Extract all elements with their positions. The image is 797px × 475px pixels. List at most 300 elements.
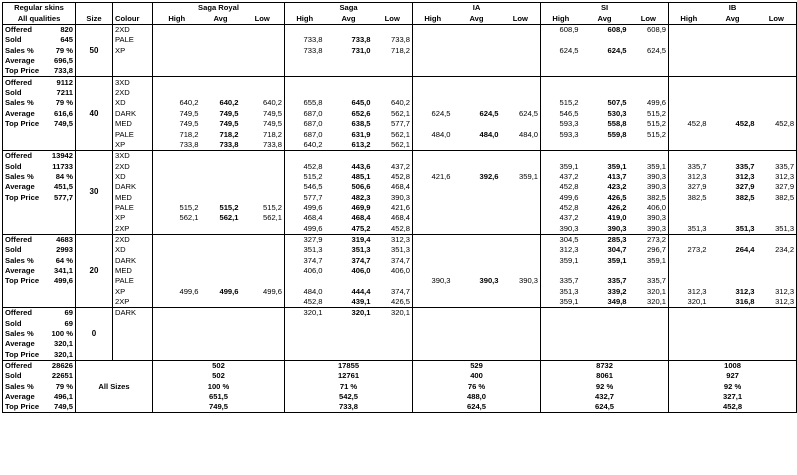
price-cell: 499,6 — [285, 223, 325, 234]
size-20-row — [3, 266, 797, 276]
price-cell — [453, 255, 501, 265]
price-cell: 285,3 — [581, 234, 629, 245]
price-cell — [201, 77, 241, 88]
price-cell — [669, 66, 709, 77]
price-cell — [153, 56, 201, 66]
price-cell — [373, 24, 413, 35]
colour-label — [113, 339, 153, 349]
size-value: 30 — [76, 150, 113, 234]
colour-label: 2XP — [113, 297, 153, 308]
price-cell — [413, 349, 453, 360]
price-cell — [669, 24, 709, 35]
price-cell — [757, 234, 797, 245]
price-cell: 515,2 — [153, 203, 201, 213]
price-cell: 359,1 — [607, 161, 627, 171]
price-cell — [241, 266, 285, 276]
stat-value: 645 — [60, 35, 73, 45]
size-30-row — [3, 161, 797, 171]
price-cell — [325, 329, 373, 339]
price-cell — [241, 349, 285, 360]
price-cell — [413, 98, 453, 108]
price-cell: 562,1 — [219, 213, 239, 223]
price-cell — [373, 56, 413, 66]
price-cell — [629, 88, 669, 98]
price-cell — [373, 349, 413, 360]
price-cell — [669, 77, 709, 88]
price-cell — [541, 56, 581, 66]
size-40-row — [3, 139, 797, 150]
price-cell — [153, 339, 201, 349]
size-30-row — [3, 172, 797, 182]
price-cell — [373, 318, 413, 328]
price-cell: 452,8 — [285, 161, 325, 171]
colour-label: DARK — [113, 108, 153, 118]
price-cell — [413, 56, 453, 66]
price-cell — [581, 266, 629, 276]
total-stat-label: Top Price — [3, 402, 46, 413]
price-cell: 392,6 — [479, 171, 499, 181]
price-cell — [201, 266, 241, 276]
price-cell — [153, 318, 201, 328]
price-cell — [581, 88, 629, 98]
price-cell — [413, 88, 453, 98]
sub-header: High — [541, 13, 581, 24]
price-cell — [453, 329, 501, 339]
price-cell — [241, 318, 285, 328]
price-cell: 374,7 — [391, 255, 411, 265]
price-cell — [501, 339, 541, 349]
price-cell — [709, 88, 757, 98]
price-cell: 304,7 — [607, 245, 627, 255]
stat-empty — [46, 129, 76, 139]
price-cell: 733,8 — [241, 139, 285, 150]
price-cell — [453, 266, 501, 276]
price-cell — [709, 139, 757, 150]
price-cell: 413,7 — [607, 171, 627, 181]
price-cell: 733,8 — [391, 35, 411, 45]
price-cell — [581, 349, 629, 360]
price-cell — [413, 161, 453, 171]
size-50-row — [3, 56, 797, 66]
size-0-row — [3, 339, 797, 349]
price-cell: 562,1 — [153, 213, 201, 223]
price-cell — [541, 150, 581, 161]
price-cell — [201, 88, 241, 98]
price-cell — [541, 139, 581, 150]
group-total: 17855 — [285, 360, 413, 371]
price-cell — [709, 255, 757, 265]
sub-header: High — [413, 13, 453, 24]
price-cell: 320,1 — [629, 297, 669, 308]
colour-label: XP — [113, 45, 153, 55]
stat-value: 341,1 — [53, 265, 73, 275]
stat-value: 84 % — [55, 171, 73, 181]
price-cell — [153, 307, 201, 318]
total-stat-label: Offered — [3, 360, 46, 371]
stat-value: 320,1 — [53, 339, 73, 349]
price-cell — [501, 150, 541, 161]
price-cell: 608,9 — [541, 24, 581, 35]
price-cell: 382,5 — [647, 192, 667, 202]
price-cell: 484,0 — [413, 129, 453, 139]
sub-header: Low — [373, 13, 413, 24]
price-cell — [757, 329, 797, 339]
price-cell — [153, 234, 201, 245]
price-cell — [325, 24, 373, 35]
price-cell — [501, 77, 541, 88]
group-total: 542,5 — [285, 392, 413, 402]
price-cell: 655,8 — [285, 98, 325, 108]
stat-label: Sold — [3, 35, 46, 45]
price-cell — [757, 276, 797, 286]
price-cell — [541, 307, 581, 318]
price-cell: 335,7 — [735, 161, 755, 171]
price-cell — [153, 255, 201, 265]
price-cell — [285, 24, 325, 35]
size-20-row — [3, 245, 797, 255]
price-cell — [153, 77, 201, 88]
sub-header: Avg — [201, 13, 241, 24]
price-cell: 475,2 — [325, 223, 373, 234]
price-cell: 652,6 — [351, 108, 371, 118]
size-0-row — [3, 318, 797, 328]
price-cell: 273,2 — [669, 245, 709, 255]
total-stat-label: Average — [3, 392, 46, 402]
price-cell — [241, 329, 285, 339]
sub-header: Avg — [709, 13, 757, 24]
price-cell: 390,3 — [413, 276, 453, 286]
price-cell — [201, 318, 241, 328]
size-0-row — [3, 329, 797, 339]
price-cell — [629, 329, 669, 339]
price-cell: 749,5 — [153, 119, 201, 129]
price-cell — [241, 276, 285, 286]
price-cell — [541, 266, 581, 276]
price-cell: 426,5 — [607, 192, 627, 202]
colour-header-top — [113, 3, 153, 14]
price-cell: 577,7 — [391, 119, 411, 129]
price-cell — [453, 150, 501, 161]
group-total: 76 % — [413, 381, 541, 391]
price-cell — [285, 276, 325, 286]
price-cell — [501, 56, 541, 66]
price-cell: 640,2 — [219, 98, 239, 108]
group-header-2: IA — [413, 3, 541, 14]
price-cell: 327,9 — [669, 182, 709, 192]
size-20-row — [3, 276, 797, 286]
price-cell — [153, 297, 201, 308]
price-cell — [413, 24, 453, 35]
price-cell — [413, 77, 453, 88]
header-row-2 — [3, 13, 797, 24]
price-cell — [757, 150, 797, 161]
price-cell: 437,2 — [391, 161, 411, 171]
price-cell — [453, 139, 501, 150]
size-40-row — [3, 88, 797, 98]
stat-label: Top Price — [3, 119, 46, 129]
price-cell — [241, 56, 285, 66]
price-cell — [241, 161, 285, 171]
price-cell — [501, 245, 541, 255]
price-cell — [669, 108, 709, 118]
price-cell — [241, 255, 285, 265]
price-cell: 562,1 — [391, 108, 411, 118]
price-cell — [581, 66, 629, 77]
stat-label: Top Price — [3, 276, 46, 286]
price-cell — [709, 98, 757, 108]
colour-label: MED — [113, 119, 153, 129]
price-cell — [285, 150, 325, 161]
price-cell: 687,0 — [285, 108, 325, 118]
price-cell — [413, 213, 453, 223]
total-stat-value: 22651 — [51, 371, 73, 381]
colour-label: 2XD — [113, 161, 153, 171]
price-cell — [629, 77, 669, 88]
price-cell — [453, 119, 501, 129]
price-cell: 335,7 — [669, 161, 709, 171]
size-30-row — [3, 213, 797, 223]
price-cell — [241, 192, 285, 202]
group-header-4: IB — [669, 3, 797, 14]
price-cell — [669, 203, 709, 213]
price-cell: 482,3 — [351, 192, 371, 202]
price-cell — [757, 24, 797, 35]
group-total: 749,5 — [153, 402, 285, 413]
price-cell: 390,3 — [391, 192, 411, 202]
price-cell — [541, 66, 581, 77]
price-cell — [581, 56, 629, 66]
price-cell: 613,2 — [325, 139, 373, 150]
price-cell — [669, 98, 709, 108]
stat-empty — [3, 203, 46, 213]
price-cell: 515,2 — [263, 202, 283, 212]
price-cell: 312,3 — [735, 171, 755, 181]
price-cell — [629, 35, 669, 45]
price-cell: 640,2 — [153, 98, 201, 108]
price-cell: 382,5 — [735, 192, 755, 202]
size-value: 20 — [76, 234, 113, 307]
title-line-2: All qualities — [3, 13, 76, 24]
price-cell: 264,4 — [735, 245, 755, 255]
price-cell: 439,1 — [325, 297, 373, 308]
price-cell — [153, 329, 201, 339]
stat-empty — [3, 139, 46, 150]
stat-label: Offered — [3, 24, 46, 35]
stat-value: 499,6 — [53, 276, 73, 286]
price-cell: 319,4 — [325, 234, 373, 245]
price-cell: 351,3 — [351, 245, 371, 255]
price-cell — [201, 329, 241, 339]
price-cell — [757, 255, 797, 265]
price-cell — [453, 182, 501, 192]
price-cell — [241, 245, 285, 255]
price-cell: 296,7 — [647, 245, 667, 255]
price-cell — [709, 35, 757, 45]
sub-header: Low — [501, 13, 541, 24]
stat-value: 2993 — [56, 245, 73, 255]
group-total: 733,8 — [285, 402, 413, 413]
price-cell: 304,5 — [541, 234, 581, 245]
price-cell: 452,8 — [541, 203, 581, 213]
price-cell — [413, 45, 453, 55]
group-total: 1008 — [669, 360, 797, 371]
price-cell — [709, 24, 757, 35]
stat-label: Average — [3, 56, 46, 66]
price-cell — [709, 150, 757, 161]
size-40-row — [3, 119, 797, 129]
price-cell — [153, 161, 201, 171]
price-cell: 558,8 — [607, 119, 627, 129]
price-cell: 687,0 — [285, 129, 325, 139]
colour-label: MED — [113, 266, 153, 276]
colour-label: PALE — [113, 203, 153, 213]
price-cell — [201, 192, 241, 202]
price-cell: 406,0 — [285, 266, 325, 276]
price-cell: 515,2 — [647, 119, 667, 129]
price-cell: 423,2 — [607, 182, 627, 192]
stat-label: Top Price — [3, 349, 46, 360]
price-cell — [373, 150, 413, 161]
price-cell — [501, 307, 541, 318]
price-cell — [757, 203, 797, 213]
size-value: 0 — [76, 307, 113, 360]
price-cell — [581, 35, 629, 45]
price-cell — [325, 66, 373, 77]
price-cell: 339,2 — [607, 286, 627, 296]
price-cell — [453, 307, 501, 318]
price-cell — [453, 339, 501, 349]
price-cell — [201, 182, 241, 192]
price-cell — [501, 182, 541, 192]
stat-label: Offered — [3, 307, 46, 318]
colour-label — [113, 329, 153, 339]
price-cell — [709, 307, 757, 318]
price-cell — [285, 66, 325, 77]
group-total: 502 — [153, 371, 285, 381]
price-cell — [201, 150, 241, 161]
price-cell — [669, 329, 709, 339]
stat-value: 11733 — [52, 161, 73, 171]
price-cell — [629, 266, 669, 276]
price-cell: 577,7 — [285, 192, 325, 202]
price-cell — [325, 349, 373, 360]
price-cell: 499,6 — [647, 98, 667, 108]
price-cell: 640,2 — [285, 139, 325, 150]
price-cell — [669, 129, 709, 139]
price-cell — [453, 88, 501, 98]
price-cell — [669, 318, 709, 328]
group-total: 624,5 — [541, 402, 669, 413]
price-cell: 749,5 — [219, 108, 239, 118]
price-cell — [241, 66, 285, 77]
price-cell: 546,5 — [285, 182, 325, 192]
price-cell — [541, 329, 581, 339]
price-cell — [669, 35, 709, 45]
price-cell — [201, 349, 241, 360]
price-cell — [325, 339, 373, 349]
price-cell: 468,4 — [391, 213, 411, 223]
price-cell — [201, 35, 241, 45]
price-cell: 437,2 — [541, 172, 581, 182]
price-cell — [241, 35, 285, 45]
stat-label: Sales % — [3, 98, 46, 108]
price-cell — [285, 339, 325, 349]
price-cell — [669, 339, 709, 349]
totals-row — [3, 360, 797, 371]
price-cell: 452,8 — [541, 182, 581, 192]
price-cell — [453, 161, 501, 171]
price-cell: 640,2 — [263, 98, 283, 108]
price-cell — [241, 150, 285, 161]
price-cell: 733,8 — [201, 139, 241, 150]
price-cell — [453, 35, 501, 45]
price-cell — [413, 182, 453, 192]
stat-empty — [3, 297, 46, 308]
stat-label: Sold — [3, 88, 46, 98]
colour-label: XP — [113, 286, 153, 296]
sub-header: Avg — [325, 13, 373, 24]
price-cell: 624,5 — [607, 45, 627, 55]
price-cell — [629, 349, 669, 360]
price-cell — [241, 172, 285, 182]
price-cell: 469,9 — [351, 202, 371, 212]
price-cell: 390,3 — [581, 223, 629, 234]
group-total: 488,0 — [413, 392, 541, 402]
price-cell: 499,6 — [541, 192, 581, 202]
price-cell: 749,5 — [219, 119, 239, 129]
stat-label: Offered — [3, 77, 46, 88]
price-cell — [201, 24, 241, 35]
size-value: 50 — [76, 24, 113, 77]
total-stat-value: 79 % — [55, 381, 73, 391]
colour-label: 2XD — [113, 88, 153, 98]
price-cell — [285, 349, 325, 360]
total-stat-label: Sales % — [3, 381, 46, 391]
price-cell: 515,2 — [541, 98, 581, 108]
sub-header: High — [285, 13, 325, 24]
price-cell — [669, 139, 709, 150]
total-stat-value: 749,5 — [46, 402, 76, 413]
price-cell: 312,3 — [373, 234, 413, 245]
stat-value: 733,8 — [46, 66, 76, 77]
price-cell: 718,2 — [391, 45, 411, 55]
price-cell — [501, 297, 541, 308]
price-cell — [325, 276, 373, 286]
price-cell — [201, 66, 241, 77]
price-cell: 359,1 — [607, 255, 627, 265]
price-cell — [413, 339, 453, 349]
colour-label: DARK — [113, 307, 153, 318]
total-stat-label: Sold — [3, 371, 46, 381]
price-cell — [501, 223, 541, 234]
price-cell — [757, 98, 797, 108]
price-cell — [501, 35, 541, 45]
price-cell — [501, 234, 541, 245]
price-cell — [757, 45, 797, 55]
size-30-row — [3, 203, 797, 213]
colour-label: DARK — [113, 255, 153, 265]
price-cell: 638,5 — [351, 119, 371, 129]
stat-value: 69 — [46, 307, 76, 318]
price-cell — [413, 307, 453, 318]
price-cell — [201, 56, 241, 66]
price-cell: 390,3 — [647, 182, 667, 192]
price-cell — [201, 276, 241, 286]
price-cell: 645,0 — [351, 98, 371, 108]
price-cell: 316,8 — [709, 297, 757, 308]
group-total: 927 — [669, 371, 797, 381]
price-cell — [757, 88, 797, 98]
